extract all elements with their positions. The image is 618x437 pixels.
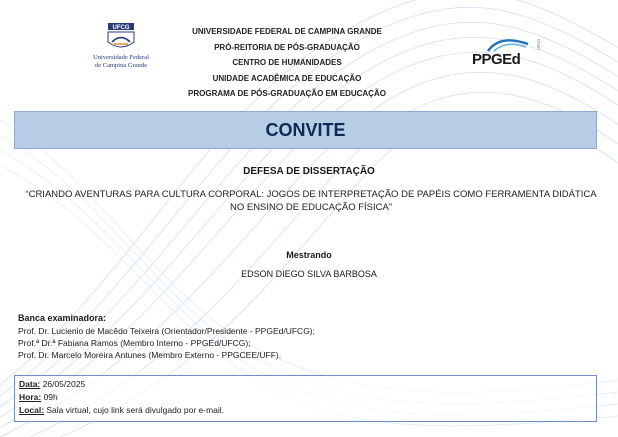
invitation-banner (14, 111, 597, 149)
place-label: Local: (19, 405, 45, 415)
time-row (19, 391, 596, 404)
date-label: Data: (19, 379, 41, 389)
time-value: 09h (41, 392, 58, 402)
date-row (19, 378, 596, 391)
ppged-logo (472, 36, 544, 76)
banner-title: CONVITE (265, 119, 346, 140)
ufcg-logo (86, 22, 156, 69)
header-line-center: CENTRO DE HUMANIDADES (232, 58, 342, 67)
event-info-box (14, 375, 597, 422)
ppged-logo-sub: UFCG (536, 38, 541, 50)
ufcg-emblem-icon (104, 22, 138, 52)
banca-list (18, 325, 315, 361)
dissertation-title: “CRIANDO AVENTURAS PARA CULTURA CORPORAL: JOGOS DE INTERPRETAÇÃO DE PAPÉIS COMO FERRAMENTA DIDÁTICA NO ENSINO DE EDUCAÇÃO FÍSICA” (25, 189, 597, 213)
header-line-prorectory: PRÓ-REITORIA DE PÓS-GRADUAÇÃO (214, 42, 360, 52)
ufcg-name-line1: Universidade Federal (93, 54, 149, 61)
header-line-unit: UNIDADE ACADÊMICA DE EDUCAÇÃO (212, 73, 362, 83)
institution-header (178, 24, 396, 102)
ufcg-emblem-text: UFCG (112, 25, 130, 31)
time-label: Hora: (19, 392, 42, 402)
banca-member: Prof. Dr. Lucienio de Macêdo Teixeira (Orientador/Presidente - PPGEd/UFCG); (18, 326, 315, 336)
header-line-university: UNIVERSIDADE FEDERAL DE CAMPINA GRANDE (192, 27, 382, 36)
mestrando-name: EDSON DIEGO SILVA BARBOSA (241, 269, 377, 279)
ppged-wave-icon (486, 36, 530, 52)
place-value: Sala virtual, cujo link será divulgado por e-mail. (44, 405, 225, 415)
event-type: DEFESA DE DISSERTAÇÃO (243, 166, 375, 177)
banca-member: Prof.ª Dr.ª Fabiana Ramos (Membro Interno - PPGEd/UFCG); (18, 338, 251, 348)
date-value: 26/05/2025 (40, 379, 86, 389)
banca-title: Banca examinadora: (18, 313, 107, 323)
ppged-logo-text: PPGEd (472, 51, 521, 68)
header-line-program: PROGRAMA DE PÓS-GRADUAÇÃO EM EDUCAÇÃO (188, 89, 386, 98)
place-row (19, 404, 596, 417)
ufcg-name-line2: de Campina Grande (95, 61, 147, 69)
banca-member: Prof. Dr. Marcelo Moreira Antunes (Membro Externo - PPGCEE/UFF). (18, 350, 282, 360)
mestrando-label: Mestrando (286, 250, 332, 260)
